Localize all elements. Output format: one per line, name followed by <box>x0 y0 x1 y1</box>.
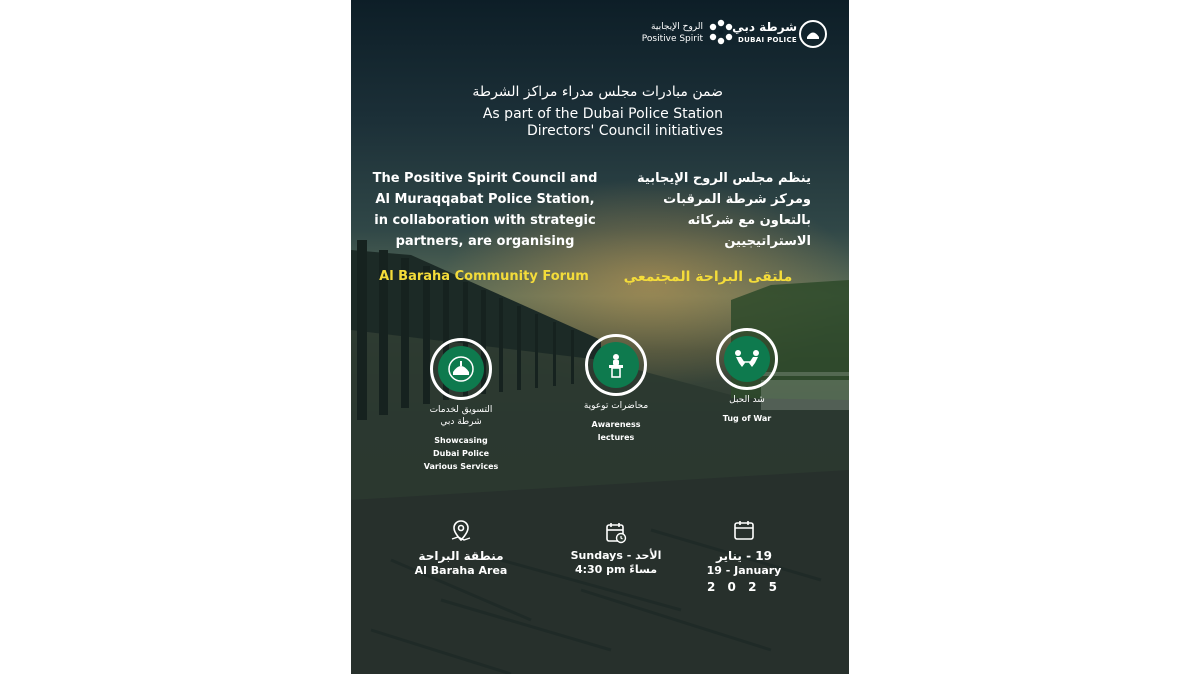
event-time <box>551 521 681 577</box>
organisers-en-line: partners, are organising <box>395 234 575 249</box>
dubai-police-logo <box>732 18 831 48</box>
activity-label-ar-line: شد الحبل <box>729 395 765 405</box>
tug-of-war-icon <box>733 345 761 373</box>
activity-label-ar-line: محاضرات توعوية <box>583 401 649 411</box>
clock-calendar-icon <box>604 521 628 545</box>
activity-label-ar <box>551 400 681 412</box>
time-days: Sundays - الأحد <box>570 549 662 562</box>
activity-label-en-line: Various Services <box>423 462 499 471</box>
activity-label-en <box>551 418 681 444</box>
activity-label-en-line: Awareness <box>591 420 641 429</box>
activity-awareness-lectures <box>551 334 681 444</box>
date-year: 2 0 2 5 <box>707 580 781 594</box>
organisers-ar <box>601 168 811 252</box>
date-ar: 19 - يناير <box>716 549 772 563</box>
forum-title-en: Al Baraha Community Forum <box>379 269 589 284</box>
organisers-ar-line: ومركز شرطة المرقبات <box>663 192 811 207</box>
activity-label-en-line: lectures <box>597 433 635 442</box>
organisers-en <box>371 168 599 252</box>
organisers-ar-line: بالتعاون مع شركائه الاستراتيجيين <box>687 213 811 249</box>
activity-label-en-line: Dubai Police <box>433 449 489 458</box>
dubai-police-logo-en: DUBAI POLICE <box>738 36 797 44</box>
council-initiative-ar: ضمن مبادرات مجلس مدراء مراكز الشرطة <box>472 84 723 100</box>
map-pin-icon <box>449 519 473 543</box>
event-date <box>679 519 809 594</box>
activity-tug-of-war <box>682 328 812 425</box>
positive-spirit-logo-ar: الروح الإيجابية <box>651 22 703 32</box>
organisers-en-line: Al Muraqqabat Police Station, <box>375 192 595 207</box>
event-location <box>396 519 526 578</box>
organisers-en-line: in collaboration with strategic <box>374 213 596 228</box>
activity-label-ar-line: التسويق لخدمات <box>429 405 493 415</box>
activity-label-en-line: Tug of War <box>722 414 772 423</box>
dubai-police-emblem-icon <box>799 20 827 48</box>
activity-police-services <box>396 338 526 473</box>
positive-spirit-logo <box>641 18 737 48</box>
activity-icon-ring <box>716 328 778 390</box>
police-emblem-icon <box>447 355 475 383</box>
organisers-en-line: The Positive Spirit Council and <box>372 171 598 186</box>
activity-label-ar-line: شرطة دبي <box>440 417 482 427</box>
dubai-police-logo-ar: شرطة دبي <box>732 20 797 34</box>
organisers-ar-line: ينظم مجلس الروح الإيجابية <box>637 171 811 186</box>
positive-spirit-logo-en: Positive Spirit <box>641 34 703 44</box>
activity-icon-ring <box>430 338 492 400</box>
activity-label-en <box>396 434 526 473</box>
location-ar: منطقة البراحة <box>418 549 504 563</box>
activity-label-ar <box>682 394 812 406</box>
calendar-icon <box>732 519 756 543</box>
council-initiative-en <box>351 106 723 140</box>
council-en-line: As part of the Dubai Police Station <box>482 106 723 122</box>
time-hour: 4:30 pm مساءً <box>574 563 658 576</box>
forum-title-ar: ملتقى البراحة المجتمعي <box>623 269 793 285</box>
location-en: Al Baraha Area <box>414 564 508 577</box>
podium-speaker-icon <box>602 351 630 379</box>
activity-label-en-line: Showcasing <box>434 436 488 445</box>
positive-spirit-flower-icon <box>707 18 735 46</box>
event-poster <box>351 0 849 674</box>
council-en-line: Directors' Council initiatives <box>526 123 723 139</box>
date-en: 19 - January <box>706 564 782 577</box>
activity-icon-ring <box>585 334 647 396</box>
activity-label-en <box>682 412 812 425</box>
activity-label-ar <box>396 404 526 428</box>
